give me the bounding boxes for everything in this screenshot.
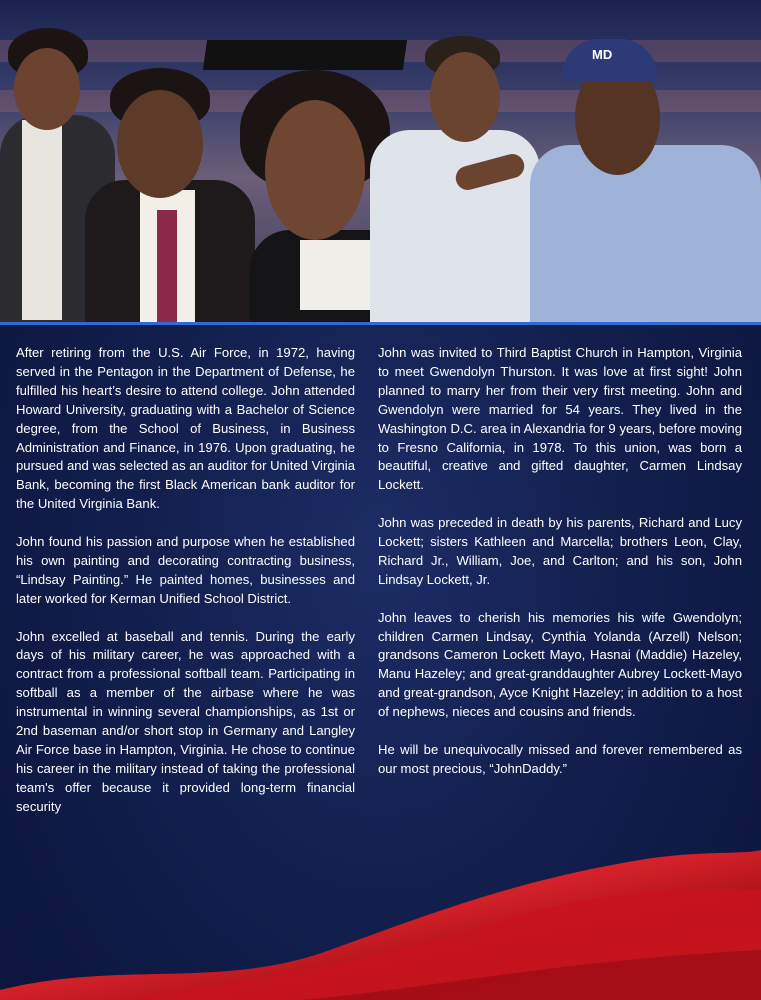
bio-paragraph-marriage: John was invited to Third Baptist Church in Hampton, Virginia to meet Gwendolyn Thurston. It was love at first sight! John planned to marry her from their very first meeting. John and Gwendolyn were married for 54 years. They lived in the Washington D.C. area in Alexandria for 9 years, before moving to Fresno California, in 1978. To this union, was born a beautiful, creative and gifted daughter, Carmen Lindsay Lockett. (378, 345, 742, 493)
red-ribbon-decoration (0, 840, 761, 1000)
cap-logo-text: MD (592, 47, 613, 62)
bio-paragraph-career: After retiring from the U.S. Air Force, in 1972, having served in the Pentagon in the Department of Defense, he fulfilled his heart’s desire to attend college. John attended Howard University, graduating with a Bachelor of Science degree, from the School of Business, in Business Administration and Finance, in 1976. Upon graduating, he pursued and was selected as an auditor for United Virginia Bank, becoming the first Black American bank auditor for the United Virginia Bank. (16, 345, 355, 512)
photo-collage-banner (0, 0, 761, 322)
photo-man-cap (530, 25, 761, 322)
left-column (16, 344, 355, 836)
bio-paragraph-preceded: John was preceded in death by his parents, Richard and Lucy Lockett; sisters Kathleen and Marcella; brothers Leon, Clay, Richard Jr., William, Joe, and Carlton; and his son, John Lindsay Lockett, Jr. (378, 515, 742, 587)
photo-man-pointing (370, 30, 545, 322)
divider-line (0, 322, 761, 325)
right-column (378, 344, 742, 798)
bio-paragraph-closing: He will be unequivocally missed and forever remembered as our most precious, “JohnDaddy.” (378, 741, 742, 776)
bio-paragraph-sports: John excelled at baseball and tennis. During the early days of his military career, he was approached with a contract from a professional softball team. Participating in softball as a member of the airbase where he was instrumental in winning several championships, as 1st or 2nd baseman and/or short stop in Germany and Langley Air Force base in Hampton, Virginia. He chose to continue his career in the military instead of taking the professional team's offer because it provided long-term financial security (16, 628, 355, 814)
bio-paragraph-survivors: John leaves to cherish his memories his wife Gwendolyn; children Carmen Lindsay, Cynthia Yolanda (Arzell) Nelson; grandsons Cameron Lockett Mayo, Hasnai (Maddie) Hazeley, Manu Hazeley; and great-granddaughter Aubrey Lockett-Mayo and great-grandson, Ayce Knight Hazeley; in addition to a host of nephews, nieces and cousins and friends. (378, 609, 742, 720)
bio-paragraph-business: John found his passion and purpose when he established his own painting and decorating contracting business, “Lindsay Painting.” He painted homes, businesses and later worked for Kerman Unified School District. (16, 534, 355, 606)
